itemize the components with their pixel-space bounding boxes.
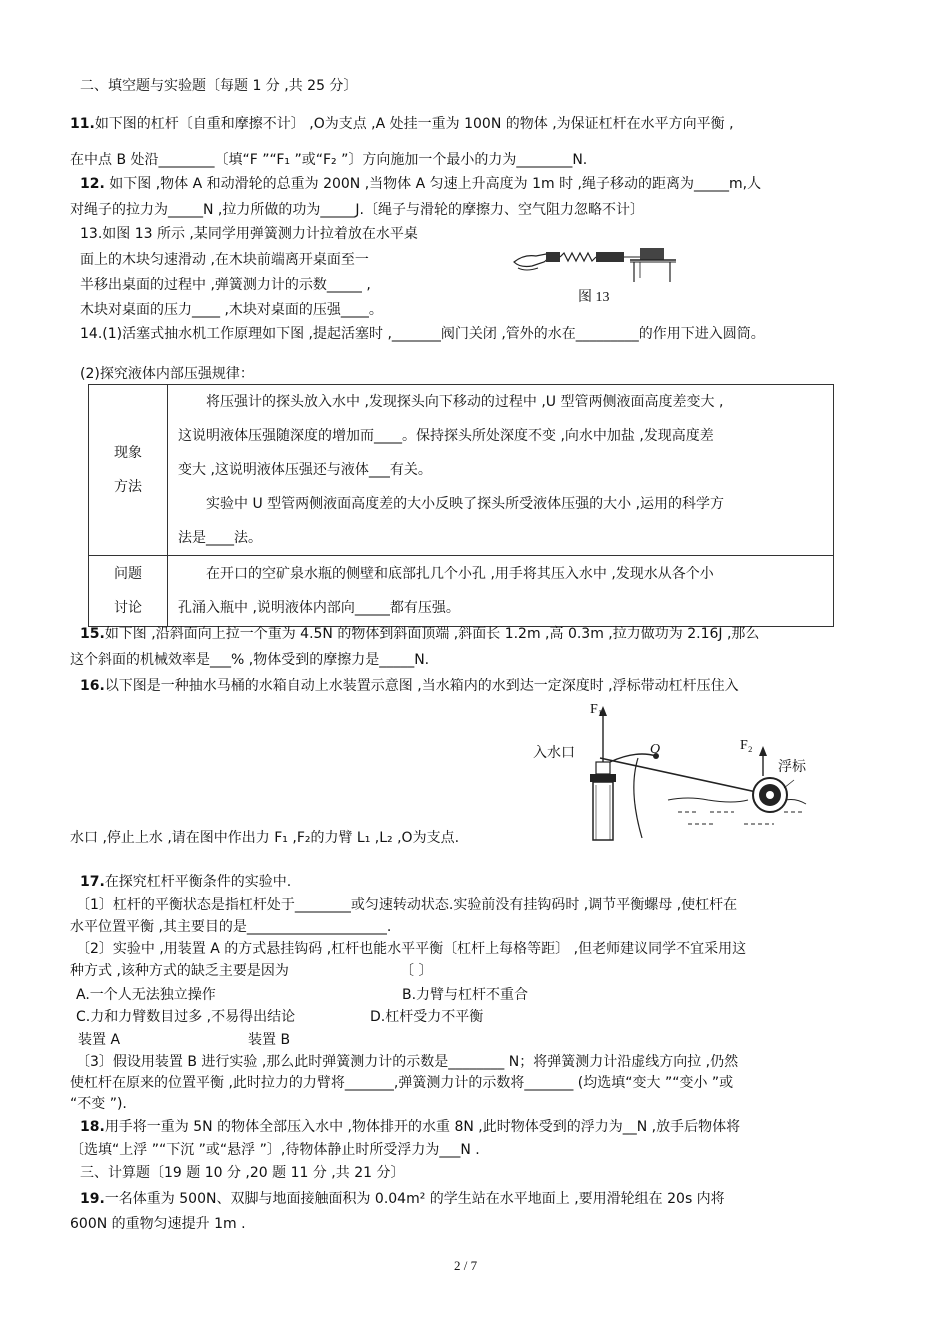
- question-17-part-1-line-1: 〔1〕杠杆的平衡状态是指杠杆处于________或匀速转动状态.实验前没有挂钩码时 ,调节平衡螺母 ,使杠杆在: [76, 897, 738, 913]
- question-12-line-1: [80, 174, 761, 194]
- question-number: 15.: [80, 626, 105, 642]
- content-line: 实验中 U 型管两侧液面高度差的大小反映了探头所受液体压强的大小 ,运用的科学方: [206, 496, 725, 512]
- force-f2-label: F₂: [740, 738, 753, 753]
- question-text: 如下图 ,沿斜面向上拉一个重为 4.5N 的物体到斜面顶端 ,斜面长 1.2m ,高 0.3m ,拉力做功为 2.16J ,那么: [104, 626, 760, 642]
- question-13-line-2: 面上的木块匀速滑动 ,在木块前端离开桌面至一: [80, 252, 369, 268]
- page-number: 2 / 7: [454, 1258, 478, 1273]
- question-number: 17.: [80, 874, 105, 890]
- content-line: 将压强计的探头放入水中 ,发现探头向下移动的过程中 ,U 型管两侧液面高度差变大 ,: [206, 394, 724, 410]
- question-18-line-2: 〔选填“上浮 ”“下沉 ”或“悬浮 ”〕,待物体静止时所受浮力为___N .: [70, 1142, 480, 1158]
- question-number: 16.: [80, 678, 105, 694]
- question-13-line-4: 木块对桌面的压力____ ,木块对桌面的压强____。: [80, 302, 383, 318]
- row-label: [89, 556, 168, 627]
- question-text: 如下图 ,物体 A 和动滑轮的总重为 200N ,当物体 A 匀速上升高度为 1m 时 ,绳子移动的距离为_____m,人: [104, 176, 762, 192]
- question-11-line-1: [70, 114, 734, 134]
- question-16-line-1: [80, 676, 739, 696]
- question-number: 19.: [80, 1191, 105, 1207]
- question-13-line-3: 半移出桌面的过程中 ,弹簧测力计的示数_____ ,: [80, 277, 371, 293]
- figure-13-caption: 图 13: [578, 290, 610, 305]
- table-row: [89, 556, 834, 627]
- question-16-line-2: 水口 ,停止上水 ,请在图中作出力 F₁ ,F₂的力臂 L₁ ,L₂ ,O为支点.: [70, 830, 460, 846]
- question-text: 以下图是一种抽水马桶的水箱自动上水装置示意图 ,当水箱内的水到达一定深度时 ,浮标带动杠杆压住入: [104, 678, 739, 694]
- option-a: A.一个人无法独立操作: [76, 987, 216, 1003]
- question-15-line-1: [80, 624, 759, 644]
- device-a-label: 装置 A: [78, 1032, 121, 1048]
- toilet-tank-lever-figure: [538, 700, 808, 840]
- inlet-label: 入水口: [533, 746, 575, 761]
- question-18-line-1: [80, 1117, 740, 1137]
- question-text: 用手将一重为 5N 的物体全部压入水中 ,物体排开的水重 8N ,此时物体受到的浮力为__N ,放手后物体将: [104, 1119, 741, 1135]
- question-text: 一名体重为 500N、双脚与地面接触面积为 0.04m² 的学生站在水平地面上 ,要用滑轮组在 20s 内将: [104, 1191, 725, 1207]
- liquid-pressure-table: [88, 384, 834, 627]
- answer-bracket: 〔 〕: [400, 963, 433, 979]
- row-content: [168, 385, 834, 556]
- device-b-label: 装置 B: [248, 1032, 291, 1048]
- figure-13-illustration: [510, 232, 680, 282]
- content-line: 法是____法。: [178, 530, 262, 546]
- option-b: B.力臂与杠杆不重合: [402, 987, 529, 1003]
- force-f1-label: F₁: [590, 702, 603, 717]
- question-17-part-3-line-3: “不变 ”).: [70, 1096, 127, 1112]
- section-3-title: 三、计算题〔19 题 10 分 ,20 题 11 分 ,共 21 分〕: [80, 1165, 405, 1181]
- float-label: 浮标: [778, 760, 806, 775]
- row-label-line: 讨论: [114, 600, 142, 616]
- question-17-intro: [80, 872, 291, 892]
- question-14-part-1: 14.(1)活塞式抽水机工作原理如下图 ,提起活塞时 ,_______阀门关闭 ,管外的水在_________的作用下进入圆筒。: [80, 326, 765, 342]
- row-label-line: 方法: [114, 479, 142, 495]
- question-17-part-2-line-2: 种方式 ,该种方式的缺乏主要是因为: [70, 963, 289, 979]
- question-19-line-1: [80, 1189, 725, 1209]
- question-number: 18.: [80, 1119, 105, 1135]
- table-row: [89, 385, 834, 556]
- row-label: [89, 385, 168, 556]
- question-12-line-2: 对绳子的拉力为_____N ,拉力所做的功为_____J.〔绳子与滑轮的摩擦力、空气阻力忽略不计〕: [70, 202, 644, 218]
- question-11-line-2: 在中点 B 处沿________〔填“F ”“F₁ ”或“F₂ ”〕方向施加一个最小的力为________N.: [70, 152, 588, 168]
- question-17-part-3-line-2: 使杠杆在原来的位置平衡 ,此时拉力的力臂将_______,弹簧测力计的示数将_______ (均选填“变大 ”“变小 ”或: [70, 1075, 734, 1091]
- question-number: 11.: [70, 116, 95, 132]
- row-label-line: 问题: [114, 566, 142, 582]
- question-19-line-2: 600N 的重物匀速提升 1m .: [70, 1216, 246, 1232]
- question-text: 如下图的杠杆〔自重和摩擦不计〕 ,O为支点 ,A 处挂一重为 100N 的物体 ,为保证杠杆在水平方向平衡 ,: [94, 116, 734, 132]
- row-content: [168, 556, 834, 627]
- option-c: C.力和力臂数目过多 ,不易得出结论: [76, 1009, 296, 1025]
- row-label-line: 现象: [114, 445, 142, 461]
- question-17-part-3-line-1: 〔3〕假设用装置 B 进行实验 ,那么此时弹簧测力计的示数是________ N；将弹簧测力计沿虚线方向拉 ,仍然: [76, 1054, 739, 1070]
- content-line: 孔涌入瓶中 ,说明液体内部向_____都有压强。: [178, 600, 460, 616]
- question-text: 在探究杠杆平衡条件的实验中.: [104, 874, 292, 890]
- question-14-part-2: (2)探究液体内部压强规律：: [80, 366, 254, 382]
- content-line: 这说明液体压强随深度的增加而____。保持探头所处深度不变 ,向水中加盐 ,发现高度差: [178, 428, 714, 444]
- content-line: 变大 ,这说明液体压强还与液体___有关。: [178, 462, 432, 478]
- pivot-label: O: [650, 742, 661, 757]
- question-15-line-2: 这个斜面的机械效率是___% ,物体受到的摩擦力是_____N.: [70, 652, 430, 668]
- question-17-part-2-line-1: 〔2〕实验中 ,用装置 A 的方式悬挂钩码 ,杠杆也能水平平衡〔杠杆上每格等距〕 ,但老师建议同学不宜采用这: [76, 941, 747, 957]
- section-2-title: 二、填空题与实验题〔每题 1 分 ,共 25 分〕: [80, 78, 358, 94]
- question-13-line-1: 13.如图 13 所示 ,某同学用弹簧测力计拉着放在水平桌: [80, 226, 418, 242]
- question-17-part-1-line-2: 水平位置平衡 ,其主要目的是____________________.: [70, 919, 392, 935]
- option-d: D.杠杆受力不平衡: [370, 1009, 484, 1025]
- question-number: 12.: [80, 176, 105, 192]
- content-line: 在开口的空矿泉水瓶的侧壁和底部扎几个小孔 ,用手将其压入水中 ,发现水从各个小: [206, 566, 714, 582]
